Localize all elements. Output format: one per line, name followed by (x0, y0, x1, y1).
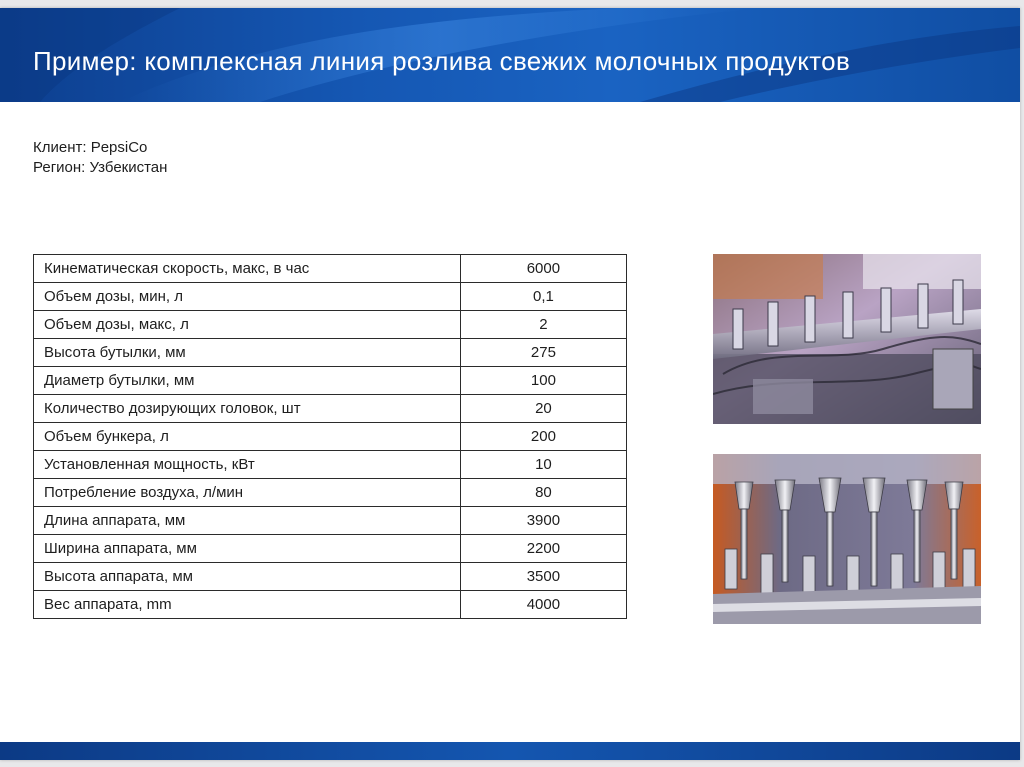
slide (0, 8, 1020, 760)
table-row (34, 507, 627, 535)
table-row (34, 423, 627, 451)
spec-value-cell: 275 (460, 339, 626, 367)
table-row (34, 311, 627, 339)
spec-name-cell: Объем дозы, макс, л (34, 311, 461, 339)
spec-value-cell: 4000 (460, 591, 626, 619)
spec-name-cell: Диаметр бутылки, мм (34, 367, 461, 395)
table-row (34, 367, 627, 395)
spec-name-cell: Высота аппарата, мм (34, 563, 461, 591)
spec-name-cell: Количество дозирующих головок, шт (34, 395, 461, 423)
machine-photo-bottom (713, 454, 981, 624)
spec-name-cell: Потребление воздуха, л/мин (34, 479, 461, 507)
spec-value-cell: 3500 (460, 563, 626, 591)
specifications-table-body (34, 255, 627, 619)
table-row (34, 563, 627, 591)
spec-name-cell: Кинематическая скорость, макс, в час (34, 255, 461, 283)
page-title: Пример: комплексная линия розлива свежих молочных продуктов (33, 46, 851, 76)
spec-name-cell: Ширина аппарата, мм (34, 535, 461, 563)
spec-value-cell: 10 (460, 451, 626, 479)
table-row (34, 451, 627, 479)
spec-name-cell: Высота бутылки, мм (34, 339, 461, 367)
client-info (33, 138, 167, 178)
machine-photo-bottom-image (713, 454, 981, 624)
table-row (34, 591, 627, 619)
machine-photo-top-image (713, 254, 981, 424)
spec-value-cell: 20 (460, 395, 626, 423)
spec-name-cell: Вес аппарата, mm (34, 591, 461, 619)
spec-value-cell: 200 (460, 423, 626, 451)
spec-value-cell: 2 (460, 311, 626, 339)
region-label: Регион: Узбекистан (33, 159, 168, 176)
spec-value-cell: 2200 (460, 535, 626, 563)
table-row (34, 255, 627, 283)
spec-value-cell: 0,1 (460, 283, 626, 311)
table-row (34, 339, 627, 367)
table-row (34, 283, 627, 311)
table-row (34, 395, 627, 423)
footer-bar (0, 742, 1020, 760)
machine-photo-top (713, 254, 981, 424)
spec-value-cell: 3900 (460, 507, 626, 535)
spec-name-cell: Установленная мощность, кВт (34, 451, 461, 479)
title-banner (0, 8, 1020, 102)
client-label: Клиент: PepsiCo (33, 139, 148, 156)
table-row (34, 535, 627, 563)
spec-name-cell: Объем дозы, мин, л (34, 283, 461, 311)
specifications-table (33, 254, 627, 619)
spec-value-cell: 100 (460, 367, 626, 395)
spec-value-cell: 80 (460, 479, 626, 507)
spec-value-cell: 6000 (460, 255, 626, 283)
table-row (34, 479, 627, 507)
spec-name-cell: Объем бункера, л (34, 423, 461, 451)
spec-name-cell: Длина аппарата, мм (34, 507, 461, 535)
